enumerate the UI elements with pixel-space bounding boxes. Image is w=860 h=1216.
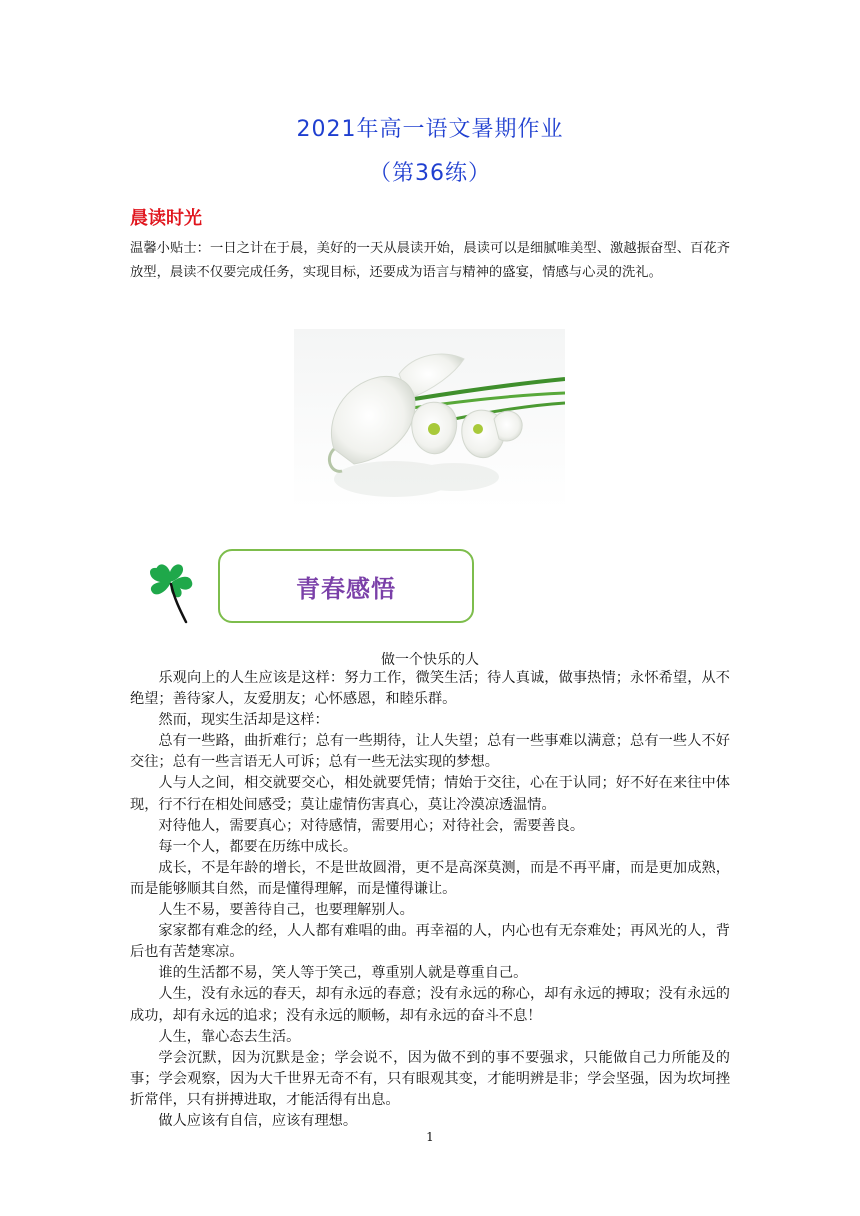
essay-paragraph: 做人应该有自信，应该有理想。	[158, 1112, 358, 1129]
essay-paragraph: 人生，没有永远的春天，却有永远的春意；没有永远的称心，却有永远的搏取；没有永远的成功，却有永远的追求；没有永远的顺畅，却有永远的奋斗不息！	[130, 986, 730, 1024]
banner-youth-reflection	[218, 549, 474, 623]
document-title: 2021年高一语文暑期作业	[296, 117, 564, 142]
essay-paragraph: 然而，现实生活却是这样：	[158, 712, 329, 729]
essay-paragraph: 谁的生活都不易，笑人等于笑己，尊重别人就是尊重自己。	[158, 965, 528, 982]
document-subtitle: （第36练）	[369, 161, 491, 186]
essay-title: 做一个快乐的人	[381, 652, 479, 668]
essay-paragraph: 学会沉默，因为沉默是金；学会说不，因为做不到的事不要强求，只能做自己力所能及的事；学会观察，因为大千世界无奇不有，只有眼观其变，才能明辨是非；学会坚强，因为坎坷挫折常伴，只有拼搏进取，才能活得有出息。	[130, 1049, 730, 1108]
essay-paragraph: 人生不易，要善待自己，也要理解别人。	[158, 902, 414, 919]
essay-body	[130, 668, 730, 1132]
essay-paragraph: 家家都有难念的经，人人都有难唱的曲。再幸福的人，内心也有无奈难处；再风光的人，背后也有苦楚寒凉。	[130, 923, 730, 961]
four-leaf-clover-icon	[146, 558, 198, 624]
essay-paragraph: 乐观向上的人生应该是这样：努力工作，微笑生活；待人真诚，做事热情；永怀希望，从不绝望；善待家人，友爱朋友；心怀感恩，和睦乐群。	[130, 670, 730, 708]
essay-paragraph: 总有一些路，曲折难行；总有一些期待，让人失望；总有一些事难以满意；总有一些人不好交往；总有一些言语无人可诉；总有一些无法实现的梦想。	[130, 733, 730, 771]
essay-paragraph: 人生，靠心态去生活。	[158, 1028, 301, 1045]
calla-lily-photo	[294, 329, 565, 509]
essay-paragraph: 成长，不是年龄的增长，不是世故圆滑，更不是高深莫测，而是不再平庸，而是更加成熟，而是能够顺其自然，而是懂得理解，而是懂得谦让。	[130, 859, 730, 897]
essay-paragraph: 人与人之间，相交就要交心，相处就要凭情；情始于交往，心在于认同；好不好在来往中体现，行不行在相处间感受；莫让虚情伤害真心，莫让冷漠凉透温情。	[130, 775, 730, 813]
essay-paragraph: 每一个人，都要在历练中成长。	[158, 838, 358, 855]
page-number: 1	[426, 1130, 434, 1144]
section-heading: 晨读时光	[130, 208, 202, 229]
reading-tip: 温馨小贴士：一日之计在于晨，美好的一天从晨读开始，晨读可以是细腻唯美型、激越振奋型、百花齐放型，晨读不仅要完成任务，实现目标，还要成为语言与精神的盛宴，情感与心灵的洗礼。	[130, 241, 730, 280]
essay-paragraph: 对待他人，需要真心；对待感情，需要用心；对待社会，需要善良。	[158, 817, 585, 834]
banner-label: 青春感悟	[296, 574, 396, 603]
